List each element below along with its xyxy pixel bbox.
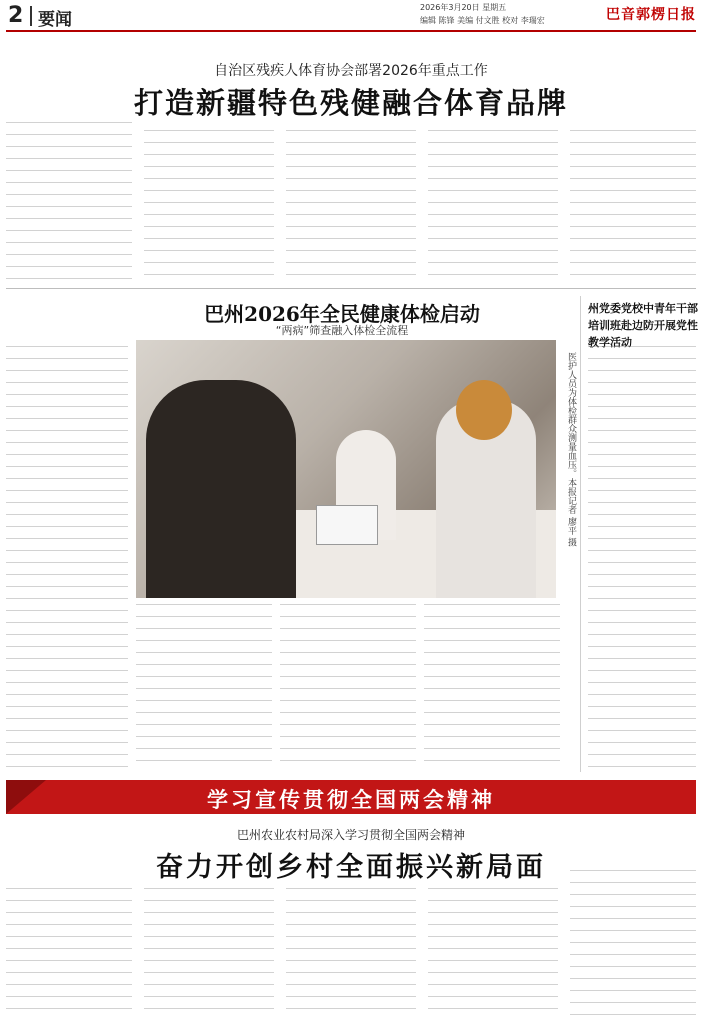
article2-headline: 巴州2026年全民健康体检启动 (204, 302, 480, 326)
article1-body-col4 (428, 130, 558, 278)
column-divider-right (580, 296, 581, 772)
photo-caption: 医护人员为体检群众测量血压。本报记者 廖平 摄 (566, 352, 576, 547)
article1-headline: 打造新疆特色残健融合体育品牌 (133, 86, 568, 120)
campaign-banner-text: 学习宣传贯彻全国两会精神 (207, 788, 495, 812)
article4-subtitle: 巴州农业农村局深入学习贯彻全国两会精神 (236, 828, 465, 842)
article2-body-left (6, 346, 128, 772)
article1-body-col3 (286, 130, 416, 278)
photo-nurse-hair (456, 380, 512, 440)
divider-1 (6, 288, 696, 289)
article4-body-col2 (144, 888, 274, 1018)
article2-body-col3 (280, 604, 416, 772)
article1-body-col2 (144, 130, 274, 278)
article1-body-col1 (6, 122, 132, 282)
article4-headline: 奋力开创乡村全面振兴新局面 (156, 852, 546, 883)
header-separator (30, 6, 32, 26)
health-check-photo (136, 340, 556, 598)
newspaper-masthead: 巴音郭楞日报 (606, 7, 696, 23)
article1-body-col5 (570, 130, 696, 278)
page-number: 2 (8, 3, 24, 28)
article3-body (588, 346, 696, 772)
article1-subtitle: 自治区残疾人体育协会部署2026年重点工作 (214, 63, 488, 79)
photo-bp-monitor (316, 505, 378, 545)
article4-body-col1 (6, 888, 132, 1018)
article3-headline: 州党委党校中青年干部培训班赴边防开展党性教学活动 (588, 302, 698, 349)
article2-body-col2 (136, 604, 272, 772)
article4-body-col4 (428, 888, 558, 1018)
article4-body-col5 (570, 870, 696, 1018)
header-rule (6, 30, 696, 32)
article2-subtitle: “两病”筛查融入体检全流程 (275, 324, 409, 337)
section-name: 要闻 (38, 10, 72, 30)
date-line: 2026年3月20日 星期五 (420, 3, 507, 12)
editor-credits: 编辑 陈锋 美编 付文胜 校对 李瑞宏 (420, 16, 545, 25)
article2-body-col4 (424, 604, 560, 772)
article4-body-col3 (286, 888, 416, 1018)
photo-patient (146, 380, 296, 598)
